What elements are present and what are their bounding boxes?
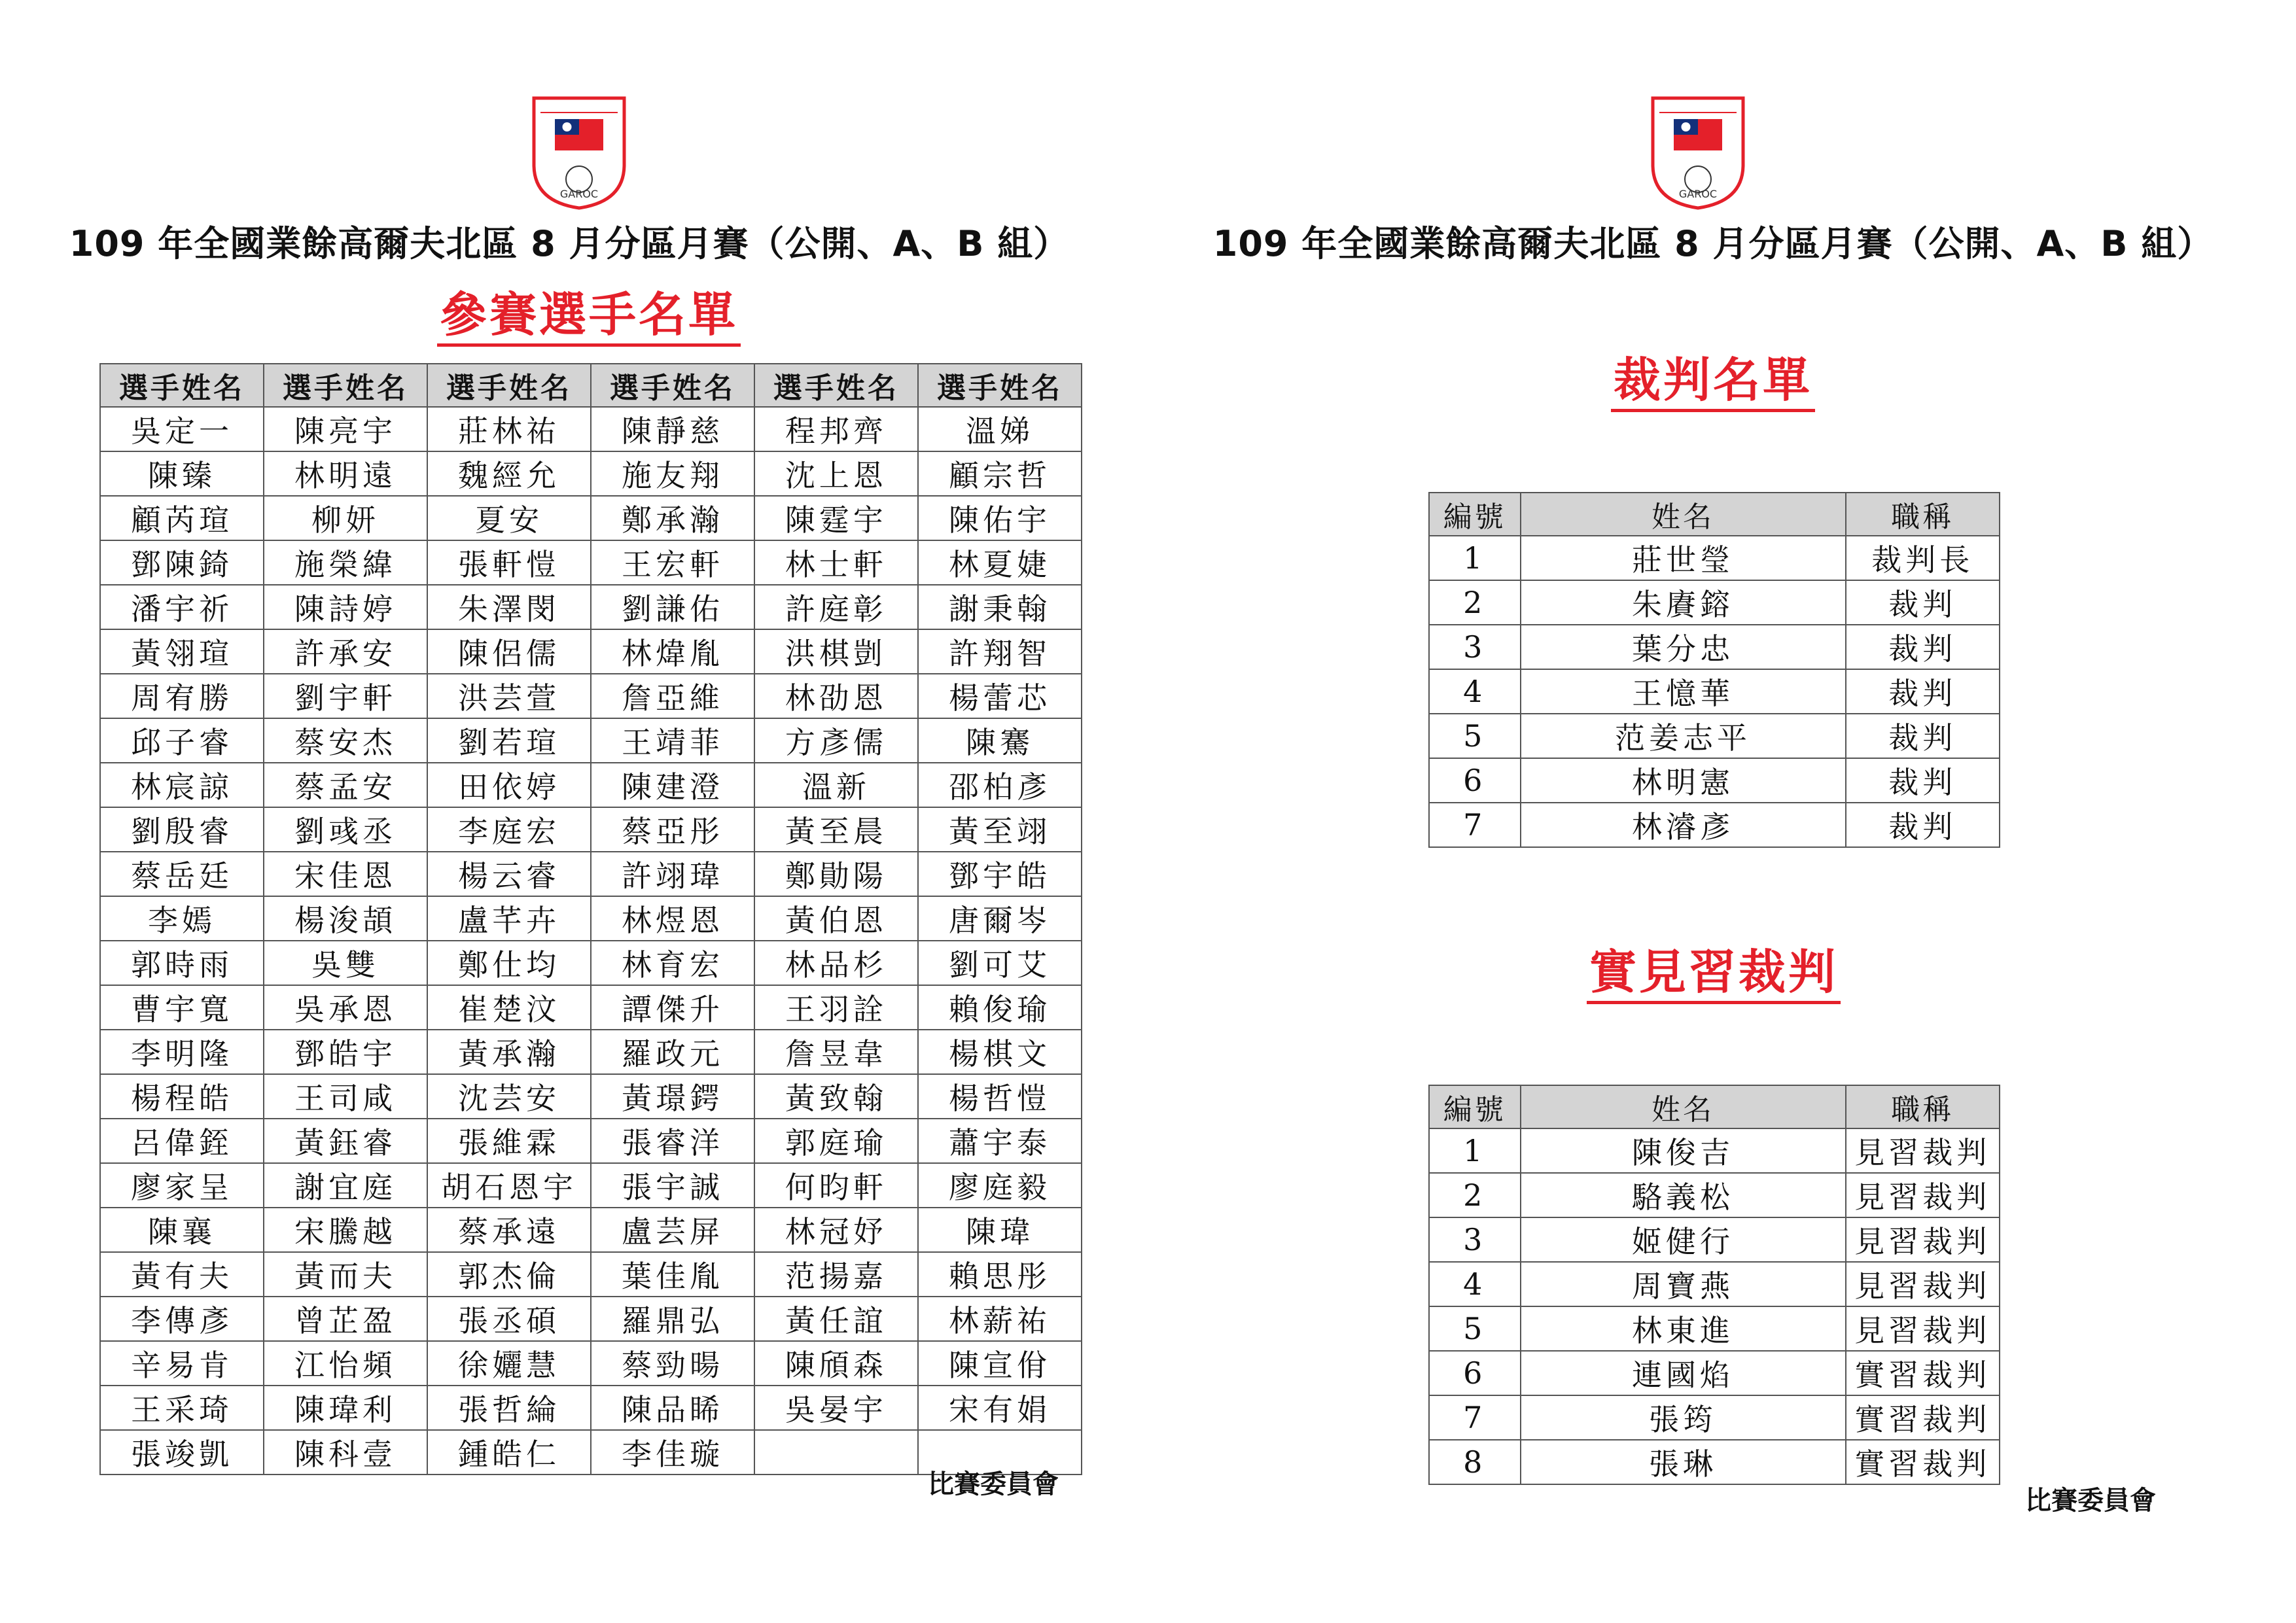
garoc-emblem-icon	[530, 93, 628, 211]
trainees-header-title: 職稱	[1846, 1085, 2000, 1128]
player-row	[100, 1119, 1082, 1163]
trainee-row-cell: 張筠	[1521, 1395, 1846, 1440]
player-row	[100, 896, 1082, 941]
player-row-cell: 劉謙佑	[591, 585, 754, 629]
players-header: 選手姓名	[754, 364, 918, 407]
players-header: 選手姓名	[100, 364, 264, 407]
player-row-cell: 林品杉	[754, 941, 918, 985]
player-row-cell: 張竣凱	[100, 1430, 264, 1475]
player-row-cell: 吳晏宇	[754, 1386, 918, 1430]
trainee-row	[1429, 1351, 2000, 1395]
player-row	[100, 1386, 1082, 1430]
player-row-cell: 曾芷盈	[264, 1297, 427, 1341]
player-row	[100, 807, 1082, 852]
player-row-cell: 林士軒	[754, 540, 918, 585]
referee-row-cell: 裁判	[1846, 803, 2000, 847]
player-row-cell: 蕭宇泰	[918, 1119, 1082, 1163]
player-row-cell: 莊林祐	[427, 407, 591, 451]
trainee-row	[1429, 1395, 2000, 1440]
player-row-cell: 顧宗哲	[918, 451, 1082, 496]
player-row-cell: 李明隆	[100, 1030, 264, 1074]
player-row-cell: 黃致翰	[754, 1074, 918, 1119]
player-row-cell: 許庭彰	[754, 585, 918, 629]
player-row-cell: 江怡頻	[264, 1341, 427, 1386]
referee-row-cell: 裁判	[1846, 669, 2000, 714]
player-row-cell: 許承安	[264, 629, 427, 674]
player-row-cell: 沈上恩	[754, 451, 918, 496]
trainees-header-number: 編號	[1429, 1085, 1521, 1128]
referee-row-cell: 裁判	[1846, 714, 2000, 758]
player-row-cell: 郭杰倫	[427, 1252, 591, 1297]
player-row-cell: 蔡承遠	[427, 1208, 591, 1252]
player-row-cell: 陳宣佾	[918, 1341, 1082, 1386]
player-row	[100, 674, 1082, 718]
player-row	[100, 763, 1082, 807]
trainee-row	[1429, 1173, 2000, 1217]
referee-row-cell: 朱賡鎔	[1521, 580, 1846, 625]
referee-row-cell: 林明憲	[1521, 758, 1846, 803]
player-row-cell: 廖庭毅	[918, 1163, 1082, 1208]
player-row	[100, 718, 1082, 763]
player-row-cell: 吳雙	[264, 941, 427, 985]
player-row-cell: 王司咸	[264, 1074, 427, 1119]
player-row-cell: 柳妍	[264, 496, 427, 540]
trainee-row-cell: 林東進	[1521, 1306, 1846, 1351]
player-row-cell: 陳頎森	[754, 1341, 918, 1386]
referee-row-cell: 2	[1429, 580, 1521, 625]
trainee-row-cell: 6	[1429, 1351, 1521, 1395]
left-committee: 比賽委員會	[928, 1469, 1059, 1499]
player-row-cell: 鄧皓宇	[264, 1030, 427, 1074]
player-row	[100, 1252, 1082, 1297]
player-row-cell: 林煒胤	[591, 629, 754, 674]
referee-row	[1429, 536, 2000, 580]
referee-row	[1429, 669, 2000, 714]
player-row-cell: 陳科壹	[264, 1430, 427, 1475]
referees-table	[1428, 492, 2000, 848]
referee-row-cell: 5	[1429, 714, 1521, 758]
player-row-cell: 王宏軒	[591, 540, 754, 585]
trainee-row-cell: 見習裁判	[1846, 1262, 2000, 1306]
player-row-cell: 劉彧丞	[264, 807, 427, 852]
left-heading-players: 參賽選手名單	[437, 288, 741, 347]
player-row-cell: 溫新	[754, 763, 918, 807]
trainees-heading: 實見習裁判	[1587, 945, 1841, 1004]
player-row-cell: 張哲綸	[427, 1386, 591, 1430]
player-row-cell: 黃伯恩	[754, 896, 918, 941]
player-row	[100, 1297, 1082, 1341]
left-logo-text: GAROC	[559, 188, 599, 200]
player-row-cell: 劉可艾	[918, 941, 1082, 985]
player-row-cell: 楊浚頡	[264, 896, 427, 941]
player-row-cell: 王靖菲	[591, 718, 754, 763]
player-row-cell: 崔楚汶	[427, 985, 591, 1030]
player-row-cell: 陳靜慈	[591, 407, 754, 451]
player-row	[100, 1030, 1082, 1074]
player-row-cell: 張睿洋	[591, 1119, 754, 1163]
player-row-cell: 宋有娟	[918, 1386, 1082, 1430]
player-row-cell: 黃任誼	[754, 1297, 918, 1341]
players-header: 選手姓名	[918, 364, 1082, 407]
player-row-cell: 洪芸萱	[427, 674, 591, 718]
player-row-cell: 楊程皓	[100, 1074, 264, 1119]
player-row	[100, 540, 1082, 585]
player-row-cell: 陳霆宇	[754, 496, 918, 540]
referees-header-title: 職稱	[1846, 493, 2000, 536]
player-row-cell: 鄭仕均	[427, 941, 591, 985]
player-row-cell: 田依婷	[427, 763, 591, 807]
referee-row-cell: 裁判	[1846, 580, 2000, 625]
player-row-cell: 謝宜庭	[264, 1163, 427, 1208]
player-row-cell: 黃至晨	[754, 807, 918, 852]
referee-row	[1429, 714, 2000, 758]
player-row-cell: 蔡勁暘	[591, 1341, 754, 1386]
referee-row-cell: 葉分忠	[1521, 625, 1846, 669]
players-header: 選手姓名	[264, 364, 427, 407]
player-row-cell: 黃至翊	[918, 807, 1082, 852]
player-row-cell: 潘宇祈	[100, 585, 264, 629]
player-row-cell: 陳佑宇	[918, 496, 1082, 540]
player-row-cell: 黃翎瑄	[100, 629, 264, 674]
players-header: 選手姓名	[591, 364, 754, 407]
player-row-cell	[754, 1430, 918, 1475]
referee-row-cell: 4	[1429, 669, 1521, 714]
players-header-row	[100, 364, 1082, 407]
player-row	[100, 1208, 1082, 1252]
player-row-cell: 羅鼎弘	[591, 1297, 754, 1341]
player-row-cell: 邵柏彥	[918, 763, 1082, 807]
player-row-cell: 羅政元	[591, 1030, 754, 1074]
player-row-cell: 陳亮宇	[264, 407, 427, 451]
player-row-cell: 張軒愷	[427, 540, 591, 585]
player-row-cell: 溫娣	[918, 407, 1082, 451]
player-row-cell: 劉若瑄	[427, 718, 591, 763]
player-row-cell: 朱澤閔	[427, 585, 591, 629]
trainee-row-cell: 連國焰	[1521, 1351, 1846, 1395]
player-row-cell: 林育宏	[591, 941, 754, 985]
player-row-cell: 林宸諒	[100, 763, 264, 807]
player-row	[100, 985, 1082, 1030]
trainee-row-cell: 見習裁判	[1846, 1217, 2000, 1262]
right-logo-text: GAROC	[1678, 188, 1718, 200]
player-row-cell: 林冠妤	[754, 1208, 918, 1252]
referees-header-name: 姓名	[1521, 493, 1846, 536]
player-row-cell: 楊蕾芯	[918, 674, 1082, 718]
player-row-cell: 鄧陳錡	[100, 540, 264, 585]
trainee-row-cell: 2	[1429, 1173, 1521, 1217]
player-row-cell: 陳侶儒	[427, 629, 591, 674]
left-title: 109 年全國業餘高爾夫北區 8 月分區月賽（公開、A、B 組）	[69, 223, 1070, 264]
player-row-cell: 黃有夫	[100, 1252, 264, 1297]
trainee-row-cell: 實習裁判	[1846, 1351, 2000, 1395]
player-row-cell: 曹宇寬	[100, 985, 264, 1030]
player-row-cell: 何昀軒	[754, 1163, 918, 1208]
player-row-cell: 鄧宇皓	[918, 852, 1082, 896]
referee-row	[1429, 625, 2000, 669]
players-header: 選手姓名	[427, 364, 591, 407]
player-row-cell: 楊哲愷	[918, 1074, 1082, 1119]
player-row-cell: 沈芸安	[427, 1074, 591, 1119]
player-row-cell: 劉殷睿	[100, 807, 264, 852]
referee-row	[1429, 803, 2000, 847]
player-row	[100, 1163, 1082, 1208]
player-row	[100, 629, 1082, 674]
player-row-cell: 唐爾岑	[918, 896, 1082, 941]
player-row	[100, 852, 1082, 896]
referee-row-cell: 林濬彥	[1521, 803, 1846, 847]
trainee-row-cell: 4	[1429, 1262, 1521, 1306]
player-row-cell: 林煜恩	[591, 896, 754, 941]
trainee-row	[1429, 1217, 2000, 1262]
player-row-cell: 許翊瑋	[591, 852, 754, 896]
player-row-cell: 黃而夫	[264, 1252, 427, 1297]
player-row-cell: 謝秉翰	[918, 585, 1082, 629]
referees-heading: 裁判名單	[1611, 353, 1815, 412]
player-row	[100, 1341, 1082, 1386]
referee-row-cell: 1	[1429, 536, 1521, 580]
right-committee: 比賽委員會	[2025, 1486, 2156, 1516]
referee-row-cell: 王憶華	[1521, 669, 1846, 714]
trainee-row-cell: 周寶燕	[1521, 1262, 1846, 1306]
player-row-cell: 徐孋慧	[427, 1341, 591, 1386]
left-logo	[530, 93, 628, 211]
player-row-cell: 洪棋剴	[754, 629, 918, 674]
player-row-cell: 賴思彤	[918, 1252, 1082, 1297]
trainee-row	[1429, 1128, 2000, 1173]
player-row-cell: 林薪祐	[918, 1297, 1082, 1341]
trainee-row	[1429, 1306, 2000, 1351]
referee-row-cell: 6	[1429, 758, 1521, 803]
player-row-cell: 盧芊卉	[427, 896, 591, 941]
player-row-cell: 吳定一	[100, 407, 264, 451]
player-row	[100, 941, 1082, 985]
player-row-cell: 吳承恩	[264, 985, 427, 1030]
player-row-cell: 李嫣	[100, 896, 264, 941]
player-row-cell: 譚傑升	[591, 985, 754, 1030]
players-table	[99, 363, 1082, 1475]
player-row-cell: 周宥勝	[100, 674, 264, 718]
trainee-row	[1429, 1440, 2000, 1484]
trainee-row-cell: 8	[1429, 1440, 1521, 1484]
trainee-row-cell: 駱義松	[1521, 1173, 1846, 1217]
referees-header-number: 編號	[1429, 493, 1521, 536]
referee-row-cell: 7	[1429, 803, 1521, 847]
player-row-cell: 呂偉銍	[100, 1119, 264, 1163]
player-row-cell: 黃承瀚	[427, 1030, 591, 1074]
trainee-row-cell: 7	[1429, 1395, 1521, 1440]
player-row-cell: 魏經允	[427, 451, 591, 496]
trainee-row-cell: 見習裁判	[1846, 1173, 2000, 1217]
player-row-cell: 廖家呈	[100, 1163, 264, 1208]
player-row-cell: 黃鈺睿	[264, 1119, 427, 1163]
player-row-cell: 賴俊瑜	[918, 985, 1082, 1030]
player-row-cell: 張丞碩	[427, 1297, 591, 1341]
player-row-cell: 李傳彥	[100, 1297, 264, 1341]
trainee-row	[1429, 1262, 2000, 1306]
player-row-cell: 胡石恩宇	[427, 1163, 591, 1208]
trainees-header-row	[1429, 1085, 2000, 1128]
referee-row-cell: 3	[1429, 625, 1521, 669]
player-row-cell: 盧芸屏	[591, 1208, 754, 1252]
referee-row-cell: 范姜志平	[1521, 714, 1846, 758]
referee-row	[1429, 580, 2000, 625]
referees-header-row	[1429, 493, 2000, 536]
player-row-cell: 宋佳恩	[264, 852, 427, 896]
trainee-row-cell: 實習裁判	[1846, 1395, 2000, 1440]
player-row-cell: 詹亞維	[591, 674, 754, 718]
right-title: 109 年全國業餘高爾夫北區 8 月分區月賽（公開、A、B 組）	[1212, 223, 2214, 264]
player-row-cell: 宋騰越	[264, 1208, 427, 1252]
player-row-cell: 陳瑋	[918, 1208, 1082, 1252]
referee-row	[1429, 758, 2000, 803]
player-row-cell: 楊棋文	[918, 1030, 1082, 1074]
player-row-cell: 蔡亞彤	[591, 807, 754, 852]
referee-row-cell: 裁判長	[1846, 536, 2000, 580]
right-logo	[1649, 93, 1747, 211]
player-row-cell: 郭庭瑜	[754, 1119, 918, 1163]
player-row-cell: 陳詩婷	[264, 585, 427, 629]
player-row-cell: 鍾皓仁	[427, 1430, 591, 1475]
trainee-row-cell: 見習裁判	[1846, 1128, 2000, 1173]
player-row-cell: 許翔智	[918, 629, 1082, 674]
garoc-emblem-icon	[1649, 93, 1747, 211]
player-row	[100, 496, 1082, 540]
player-row-cell: 李佳璇	[591, 1430, 754, 1475]
player-row-cell: 陳臻	[100, 451, 264, 496]
trainees-header-name: 姓名	[1521, 1085, 1846, 1128]
player-row-cell: 陳建澄	[591, 763, 754, 807]
player-row	[100, 451, 1082, 496]
player-row-cell: 張宇誠	[591, 1163, 754, 1208]
referee-row-cell: 莊世瑩	[1521, 536, 1846, 580]
player-row-cell: 顧芮瑄	[100, 496, 264, 540]
player-row-cell: 林明遠	[264, 451, 427, 496]
player-row-cell: 辛易肯	[100, 1341, 264, 1386]
player-row-cell: 王采琦	[100, 1386, 264, 1430]
player-row-cell: 葉佳胤	[591, 1252, 754, 1297]
player-row-cell: 邱子睿	[100, 718, 264, 763]
player-row-cell: 王羽詮	[754, 985, 918, 1030]
player-row-cell: 蔡安杰	[264, 718, 427, 763]
player-row-cell: 蔡岳廷	[100, 852, 264, 896]
player-row-cell: 范揚嘉	[754, 1252, 918, 1297]
trainee-row-cell: 張琳	[1521, 1440, 1846, 1484]
player-row-cell: 夏安	[427, 496, 591, 540]
trainee-row-cell: 陳俊吉	[1521, 1128, 1846, 1173]
trainee-row-cell: 姬健行	[1521, 1217, 1846, 1262]
referee-row-cell: 裁判	[1846, 625, 2000, 669]
player-row-cell: 李庭宏	[427, 807, 591, 852]
referee-row-cell: 裁判	[1846, 758, 2000, 803]
player-row	[100, 585, 1082, 629]
trainees-table	[1428, 1085, 2000, 1485]
player-row-cell: 程邦齊	[754, 407, 918, 451]
player-row-cell: 林夏婕	[918, 540, 1082, 585]
player-row-cell: 鄭勛陽	[754, 852, 918, 896]
player-row-cell: 施友翔	[591, 451, 754, 496]
player-row-cell: 詹昱韋	[754, 1030, 918, 1074]
player-row-cell: 鄭承瀚	[591, 496, 754, 540]
trainee-row-cell: 見習裁判	[1846, 1306, 2000, 1351]
player-row-cell: 陳襄	[100, 1208, 264, 1252]
player-row-cell: 蔡孟安	[264, 763, 427, 807]
player-row-cell: 陳騫	[918, 718, 1082, 763]
player-row-cell: 郭時雨	[100, 941, 264, 985]
player-row-cell: 劉宇軒	[264, 674, 427, 718]
trainee-row-cell: 實習裁判	[1846, 1440, 2000, 1484]
player-row-cell: 陳瑋利	[264, 1386, 427, 1430]
trainee-row-cell: 1	[1429, 1128, 1521, 1173]
player-row-cell: 林劭恩	[754, 674, 918, 718]
player-row	[100, 407, 1082, 451]
player-row-cell: 楊云睿	[427, 852, 591, 896]
player-row-cell: 施榮緯	[264, 540, 427, 585]
player-row-cell: 黃璟鍔	[591, 1074, 754, 1119]
trainee-row-cell: 5	[1429, 1306, 1521, 1351]
player-row-cell: 陳品睎	[591, 1386, 754, 1430]
player-row-cell: 方彥儒	[754, 718, 918, 763]
player-row	[100, 1074, 1082, 1119]
trainee-row-cell: 3	[1429, 1217, 1521, 1262]
player-row-cell: 張維霖	[427, 1119, 591, 1163]
